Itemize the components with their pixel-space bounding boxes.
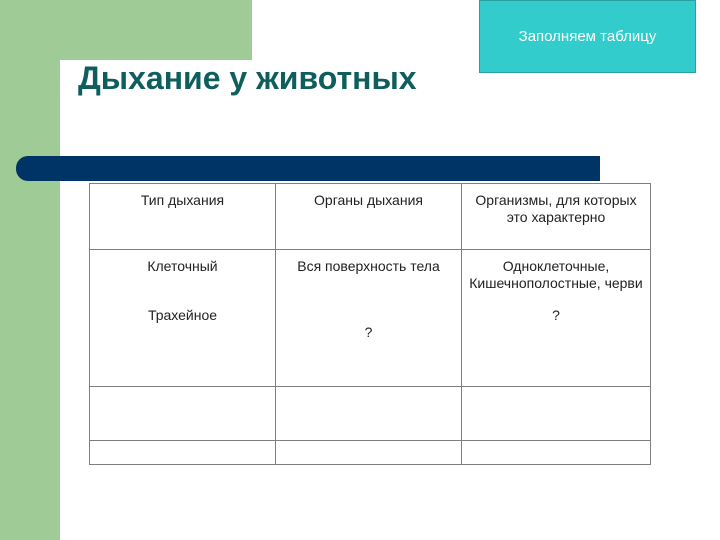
cell-text: ? [552,307,560,323]
table-cell-organs[interactable] [276,250,462,387]
table-cell-organisms[interactable] [462,250,651,387]
table-cell-type[interactable] [90,250,276,387]
table-row-empty [90,387,651,441]
cell-text: Вся поверхность тела [297,258,440,274]
cell-text: Одноклеточные, Кишечнополостные, черви [469,258,643,291]
table-row [90,250,651,387]
table-header-row [90,184,651,250]
table-cell-empty[interactable] [90,387,276,441]
header-cell-type: Тип дыхания [90,184,276,250]
top-accent-block [60,0,252,60]
table-cell-empty[interactable] [90,441,276,465]
fill-table-button[interactable]: Заполняем таблицу [479,0,696,73]
left-accent-bar [0,0,60,540]
header-cell-organisms: Организмы, для которых это характерно [462,184,651,250]
table-cell-empty[interactable] [462,441,651,465]
table-cell-empty[interactable] [462,387,651,441]
title-divider-bar [16,156,600,181]
cell-text: ? [364,324,373,340]
table-cell-empty[interactable] [276,387,462,441]
header-cell-organs: Органы дыхания [276,184,462,250]
table-row-empty [90,441,651,465]
cell-text: Трахейное [147,307,218,323]
breathing-table [89,183,651,465]
table-cell-empty[interactable] [276,441,462,465]
cell-text: Клеточный [147,258,218,274]
slide-title: Дыхание у животных [78,60,417,96]
